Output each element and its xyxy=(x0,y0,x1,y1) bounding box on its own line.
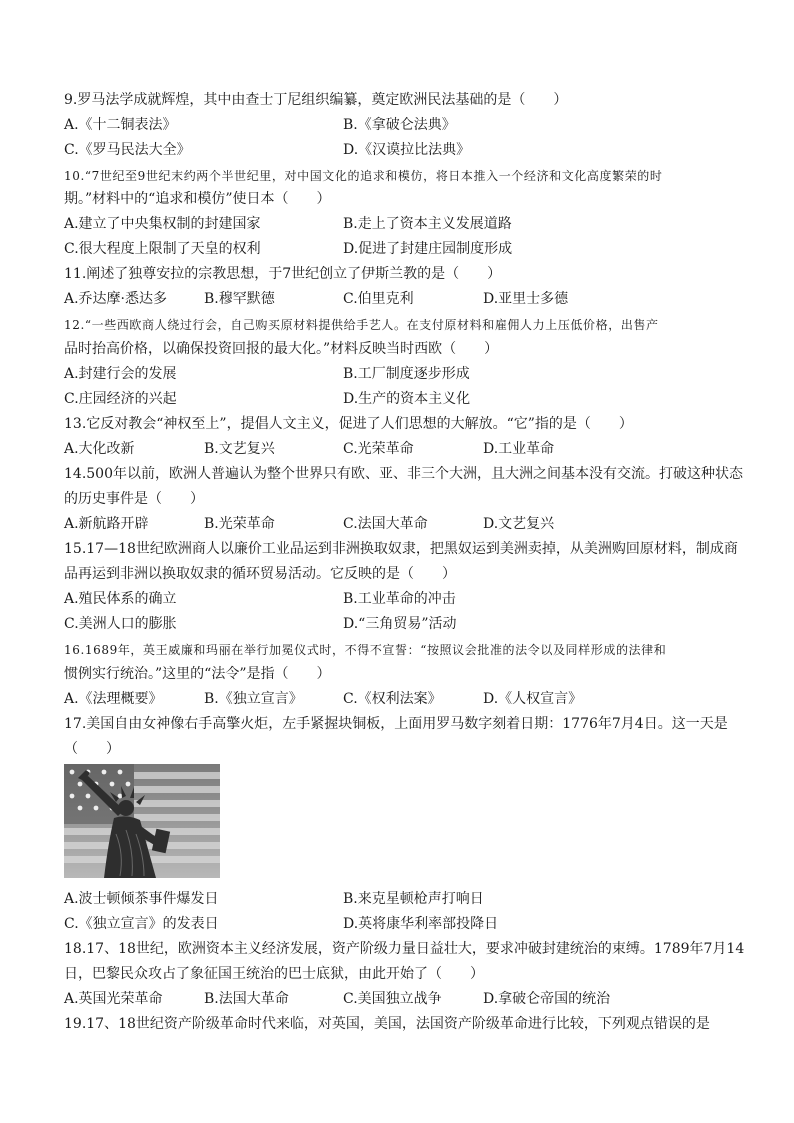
question-12-stem-line-2: 品时抬高价格，以确保投资回报的最大化。”材料反映当时西欧（ ） xyxy=(64,341,499,357)
question-9-option-b: B.《拿破仑法典》 xyxy=(343,117,456,133)
question-9-option-d: D.《汉谟拉比法典》 xyxy=(343,142,471,158)
question-18-stem-line-1: 18.17、18世纪，欧洲资本主义经济发展，资产阶级力量日益壮大，要求冲破封建统治的束缚。1789年7月14 xyxy=(64,941,745,957)
question-17-option-a: A.波士顿倾茶事件爆发日 xyxy=(64,891,219,907)
question-15-stem-line-1: 15.17—18世纪欧洲商人以廉价工业品运到非洲换取奴隶，把黑奴运到美洲卖掉，从美洲购回原材料，制成商 xyxy=(64,541,738,557)
question-17-stem-line-1: 17.美国自由女神像右手高擎火炬，左手紧握块铜板，上面用罗马数字刻着日期：1776年7月4日。这一天是 xyxy=(64,716,728,732)
question-12-option-b: B.工厂制度逐步形成 xyxy=(343,366,470,382)
question-13-option-a: A.大化改新 xyxy=(64,441,135,457)
question-12-stem-line-1: 12.“一些西欧商人绕过行会，自己购买原材料提供给手艺人。在支付原材料和雇佣人力上压低价格，出售产 xyxy=(64,318,659,332)
question-19-stem: 19.17、18世纪资产阶级革命时代来临，对英国，美国，法国资产阶级革命进行比较，下列观点错误的是 xyxy=(64,1016,710,1032)
question-16-stem-line-2: 惯例实行统治。”这里的“法令”是指（ ） xyxy=(64,666,331,682)
question-11-option-b: B.穆罕默德 xyxy=(204,291,275,307)
question-14-stem-line-2: 的历史事件是（ ） xyxy=(64,491,204,507)
question-12-option-d: D.生产的资本主义化 xyxy=(343,391,471,407)
question-15-option-b: B.工业革命的冲击 xyxy=(343,591,456,607)
question-18-option-c: C.美国独立战争 xyxy=(343,991,442,1007)
question-17-stem-line-2: （ ） xyxy=(64,741,120,757)
question-14-option-a: A.新航路开辟 xyxy=(64,516,149,532)
question-12-option-a: A.封建行会的发展 xyxy=(64,366,177,382)
question-15-option-c: C.美洲人口的膨胀 xyxy=(64,616,177,632)
question-10-stem-line-1: 10.“7世纪至9世纪末约两个半世纪里，对中国文化的追求和模仿，将日本推入一个经济和文化高度繁荣的时 xyxy=(64,169,663,183)
question-11-option-a: A.乔达摩·悉达多 xyxy=(64,291,168,307)
question-14-option-d: D.文艺复兴 xyxy=(483,516,555,532)
question-16-option-a: A.《法理概要》 xyxy=(64,691,163,707)
question-17-option-d: D.英将康华利率部投降日 xyxy=(343,916,499,932)
question-10-option-a: A.建立了中央集权制的封建国家 xyxy=(64,216,261,232)
question-11-option-c: C.伯里克利 xyxy=(343,291,414,307)
question-16-option-c: C.《权利法案》 xyxy=(343,691,442,707)
question-18-option-a: A.英国光荣革命 xyxy=(64,991,163,1007)
question-15-option-d: D.“三角贸易”活动 xyxy=(343,616,457,632)
question-12-option-c: C.庄园经济的兴起 xyxy=(64,391,177,407)
question-16-option-b: B.《独立宣言》 xyxy=(204,691,303,707)
question-18-stem-line-2: 日，巴黎民众攻占了象征国王统治的巴士底狱，由此开始了（ ） xyxy=(64,966,484,982)
question-10-option-b: B.走上了资本主义发展道路 xyxy=(343,216,512,232)
question-18-option-d: D.拿破仑帝国的统治 xyxy=(483,991,611,1007)
question-10-option-c: C.很大程度上限制了天皇的权利 xyxy=(64,241,261,257)
question-9-option-c: C.《罗马民法大全》 xyxy=(64,142,191,158)
question-10-stem-line-2: 期。”材料中的“追求和模仿”使日本（ ） xyxy=(64,191,331,207)
question-17-option-c: C.《独立宣言》的发表日 xyxy=(64,916,219,932)
question-14-option-c: C.法国大革命 xyxy=(343,516,428,532)
question-13-stem: 13.它反对教会“神权至上”，提倡人文主义，促进了人们思想的大解放。“它”指的是（ ） xyxy=(64,416,633,432)
question-9-stem: 9.罗马法学成就辉煌，其中由查士丁尼组织编纂，奠定欧洲民法基础的是（ ） xyxy=(64,92,568,108)
question-13-option-b: B.文艺复兴 xyxy=(204,441,275,457)
question-15-stem-line-2: 品再运到非洲以换取奴隶的循环贸易活动。它反映的是（ ） xyxy=(64,566,456,582)
question-10-option-d: D.促进了封建庄园制度形成 xyxy=(343,241,513,257)
question-11-stem: 11.阐述了独尊安拉的宗教思想，于7世纪创立了伊斯兰教的是（ ） xyxy=(64,266,502,282)
question-14-stem-line-1: 14.500年以前，欧洲人普遍认为整个世界只有欧、亚、非三个大洲，且大洲之间基本没有交流。打破这种状态 xyxy=(64,466,743,482)
statue-of-liberty-photo xyxy=(64,764,220,878)
question-13-option-d: D.工业革命 xyxy=(483,441,555,457)
question-13-option-c: C.光荣革命 xyxy=(343,441,414,457)
question-15-option-a: A.殖民体系的确立 xyxy=(64,591,177,607)
question-17-option-b: B.来克星顿枪声打响日 xyxy=(343,891,484,907)
question-18-option-b: B.法国大革命 xyxy=(204,991,289,1007)
question-16-option-d: D.《人权宣言》 xyxy=(483,691,583,707)
question-16-stem-line-1: 16.1689年，英王威廉和玛丽在举行加冕仪式时，不得不宣誓：“按照议会批准的法令以及同样形成的法律和 xyxy=(64,643,667,657)
question-11-option-d: D.亚里士多德 xyxy=(483,291,569,307)
question-9-option-a: A.《十二铜表法》 xyxy=(64,117,177,133)
question-14-option-b: B.光荣革命 xyxy=(204,516,275,532)
